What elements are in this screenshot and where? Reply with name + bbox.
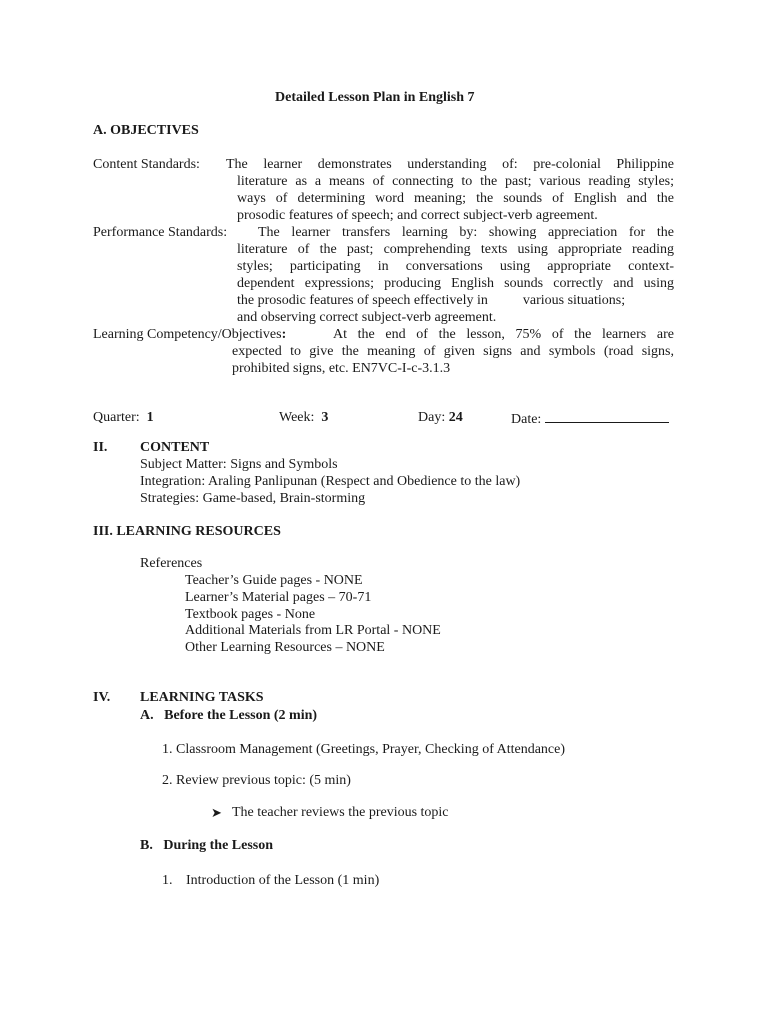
quarter-field: Quarter: 1 xyxy=(93,410,154,425)
learning-competency-label: Learning Competency/Objectives: xyxy=(93,327,287,342)
content-standards-line: prosodic features of speech; and correct subject-verb agreement. xyxy=(237,208,598,223)
performance-standards-line: and observing correct subject-verb agreement. xyxy=(237,310,497,325)
resource-item: Teacher’s Guide pages - NONE xyxy=(185,573,363,588)
objectives-heading: A. OBJECTIVES xyxy=(93,123,199,138)
resource-item: Other Learning Resources – NONE xyxy=(185,640,385,655)
performance-standards-line: literature of the past; comprehending texts using appropriate reading xyxy=(237,242,674,257)
review-bullet-text: The teacher reviews the previous topic xyxy=(232,805,449,820)
intro-step-number: 1. xyxy=(162,873,173,888)
learning-competency-line: At the end of the lesson, 75% of the learners are xyxy=(333,327,674,342)
date-field: Date: xyxy=(511,409,669,428)
resource-item: Textbook pages - None xyxy=(185,607,316,622)
content-section-number: II. xyxy=(93,440,108,455)
references-label: References xyxy=(140,556,203,571)
intro-step-text: Introduction of the Lesson (1 min) xyxy=(186,873,380,888)
performance-standards-label: Performance Standards: xyxy=(93,225,228,240)
date-blank-line xyxy=(545,409,669,423)
resources-heading: III. LEARNING RESOURCES xyxy=(93,524,281,539)
resource-item: Learner’s Material pages – 70-71 xyxy=(185,590,372,605)
performance-standards-line: dependent expressions; producing English sounds correctly and using xyxy=(237,276,674,291)
before-lesson-heading: A. Before the Lesson (2 min) xyxy=(140,708,318,723)
content-section-heading: CONTENT xyxy=(140,440,210,455)
review-topic-step: 2. Review previous topic: (5 min) xyxy=(162,773,351,788)
tasks-section-number: IV. xyxy=(93,690,111,705)
during-lesson-heading: B. During the Lesson xyxy=(140,838,274,853)
day-field: Day: 24 xyxy=(418,410,463,425)
strategies-line: Strategies: Game-based, Brain-storming xyxy=(140,491,366,506)
performance-standards-line: styles; participating in conversations using appropriate context- xyxy=(237,259,674,274)
week-field: Week: 3 xyxy=(279,410,329,425)
classroom-management-step: 1. Classroom Management (Greetings, Prayer, Checking of Attendance) xyxy=(162,742,565,757)
tasks-section-heading: LEARNING TASKS xyxy=(140,690,264,705)
subject-matter-line: Subject Matter: Signs and Symbols xyxy=(140,457,338,472)
document-title: Detailed Lesson Plan in English 7 xyxy=(275,90,475,105)
integration-line: Integration: Araling Panlipunan (Respect and Obedience to the law) xyxy=(140,474,521,489)
performance-standards-line: the prosodic features of speech effectively in various situations; xyxy=(237,293,626,308)
content-standards-line: The learner demonstrates understanding of: pre-colonial Philippine xyxy=(226,157,674,172)
learning-competency-line: expected to give the meaning of given signs and symbols (road signs, xyxy=(232,344,674,359)
performance-standards-line: The learner transfers learning by: showing appreciation for the xyxy=(258,225,674,240)
content-standards-line: ways of determining word meaning; the sounds of English and the xyxy=(237,191,674,206)
resource-item: Additional Materials from LR Portal - NONE xyxy=(185,623,441,638)
content-standards-label: Content Standards: xyxy=(93,157,200,172)
content-standards-line: literature as a means of connecting to the past; various reading styles; xyxy=(237,174,674,189)
learning-competency-line: prohibited signs, etc. EN7VC-I-c-3.1.3 xyxy=(232,361,451,376)
arrowhead-bullet-icon: ➤ xyxy=(211,805,222,820)
